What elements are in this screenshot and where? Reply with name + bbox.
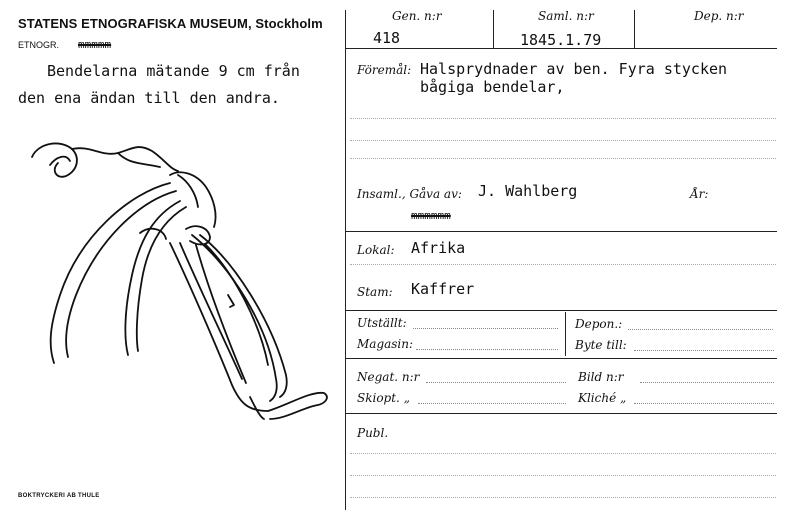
section-rule: [345, 231, 777, 232]
main-divider: [345, 10, 346, 510]
rule: [640, 382, 774, 383]
section-rule: [345, 413, 777, 414]
note-line-1: Bendelarna mätande 9 cm från: [47, 62, 300, 80]
rule: [350, 497, 776, 498]
lokal-value: Afrika: [411, 239, 466, 257]
rule: [634, 403, 774, 404]
gen-label: Gen. n:r: [392, 9, 442, 23]
rule: [413, 328, 558, 329]
foremal-line-2: bågiga bendelar,: [420, 78, 565, 96]
insaml-value: J. Wahlberg: [478, 182, 578, 200]
etnogr-struck-value: mmmmm: [78, 38, 112, 51]
negat-label: Negat. n:r: [357, 370, 420, 384]
rule: [350, 140, 776, 141]
etnogr-label: ETNOGR.: [18, 40, 60, 50]
rule: [628, 329, 773, 330]
insaml-label: Insaml., Gåva av:: [357, 187, 462, 201]
rule: [350, 264, 776, 265]
col-divider-2: [634, 10, 635, 48]
printer-imprint: BOKTRYCKERI AB THULE: [18, 493, 100, 499]
stam-label: Stam:: [357, 285, 393, 299]
museum-title: STATENS ETNOGRAFISKA MUSEUM, Stockholm: [18, 16, 323, 31]
publ-label: Publ.: [357, 426, 389, 440]
stam-value: Kaffrer: [411, 280, 475, 298]
byte-label: Byte till:: [575, 338, 627, 352]
saml-value: 1845.1.79: [520, 31, 602, 49]
lokal-label: Lokal:: [357, 243, 395, 257]
ornament-drawing: [20, 135, 340, 435]
rule: [418, 403, 566, 404]
dep-label: Dep. n:r: [694, 9, 744, 23]
foremal-label: Föremål:: [357, 63, 412, 77]
section-rule: [345, 310, 777, 311]
note-line-2: den ena ändan till den andra.: [18, 89, 280, 107]
rule: [350, 453, 776, 454]
magasin-label: Magasin:: [357, 337, 414, 351]
rule: [350, 158, 776, 159]
bild-label: Bild n:r: [578, 370, 624, 384]
rule: [350, 118, 776, 119]
insaml-struck-value: mmmmmm: [411, 209, 451, 222]
foremal-line-1: Halsprydnader av ben. Fyra stycken: [420, 60, 728, 78]
utstallt-label: Utställt:: [357, 316, 407, 330]
rule: [426, 382, 566, 383]
col-divider-1: [493, 10, 494, 48]
gen-value: 418: [373, 29, 401, 47]
kliche-label: Kliché „: [578, 391, 627, 405]
depon-label: Depon.:: [575, 317, 623, 331]
rule: [350, 475, 776, 476]
ar-label: År:: [690, 187, 709, 201]
skiopt-label: Skiopt. „: [357, 391, 410, 405]
rule: [634, 350, 774, 351]
utstallt-divider: [565, 312, 566, 356]
rule: [416, 349, 558, 350]
section-rule: [345, 358, 777, 359]
saml-label: Saml. n:r: [538, 9, 594, 23]
